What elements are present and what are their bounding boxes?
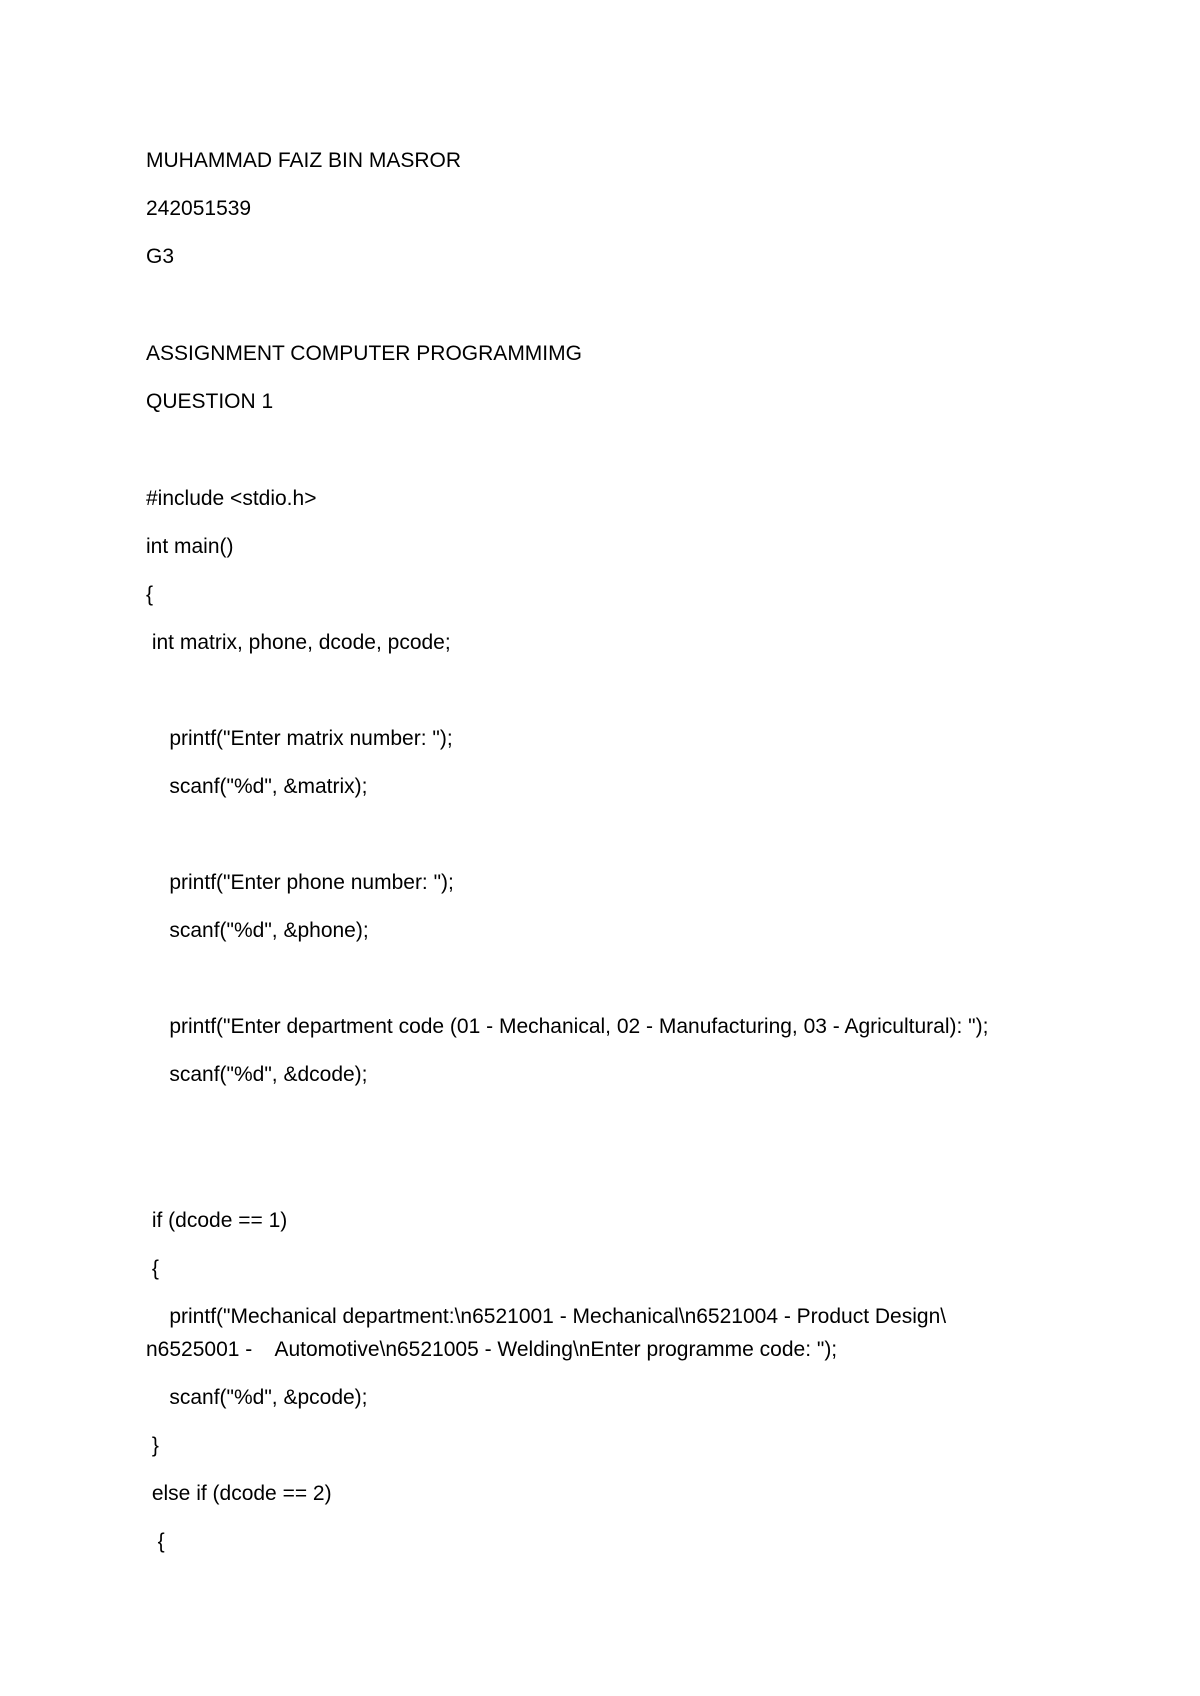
- code-line: printf("Enter matrix number: ");: [146, 727, 453, 750]
- code-line: printf("Mechanical department:\n6521001 - Mechanical\n6521004 - Product Design\: [146, 1305, 947, 1328]
- code-line: else if (dcode == 2): [146, 1482, 332, 1505]
- code-line: scanf("%d", &matrix);: [146, 775, 368, 798]
- assignment-title: ASSIGNMENT COMPUTER PROGRAMMIMG: [146, 342, 582, 365]
- code-line: printf("Enter department code (01 - Mechanical, 02 - Manufacturing, 03 - Agricultural): ");: [146, 1015, 989, 1038]
- code-line: if (dcode == 1): [146, 1209, 288, 1232]
- code-line: {: [146, 1530, 165, 1553]
- question-heading: QUESTION 1: [146, 390, 274, 413]
- code-line: }: [146, 1434, 159, 1457]
- code-line: int matrix, phone, dcode, pcode;: [146, 631, 451, 654]
- student-name: MUHAMMAD FAIZ BIN MASROR: [146, 149, 462, 172]
- code-line: {: [146, 583, 154, 606]
- code-line: n6525001 - Automotive\n6521005 - Welding\nEnter programme code: ");: [146, 1338, 838, 1361]
- code-line: scanf("%d", &dcode);: [146, 1063, 368, 1086]
- code-line: scanf("%d", &phone);: [146, 919, 369, 942]
- student-id: 242051539: [146, 197, 252, 220]
- student-group: G3: [146, 245, 175, 268]
- code-line: #include <stdio.h>: [146, 487, 317, 510]
- code-line: printf("Enter phone number: ");: [146, 871, 454, 894]
- code-line: int main(): [146, 535, 234, 558]
- code-line: scanf("%d", &pcode);: [146, 1386, 368, 1409]
- code-line: {: [146, 1257, 159, 1280]
